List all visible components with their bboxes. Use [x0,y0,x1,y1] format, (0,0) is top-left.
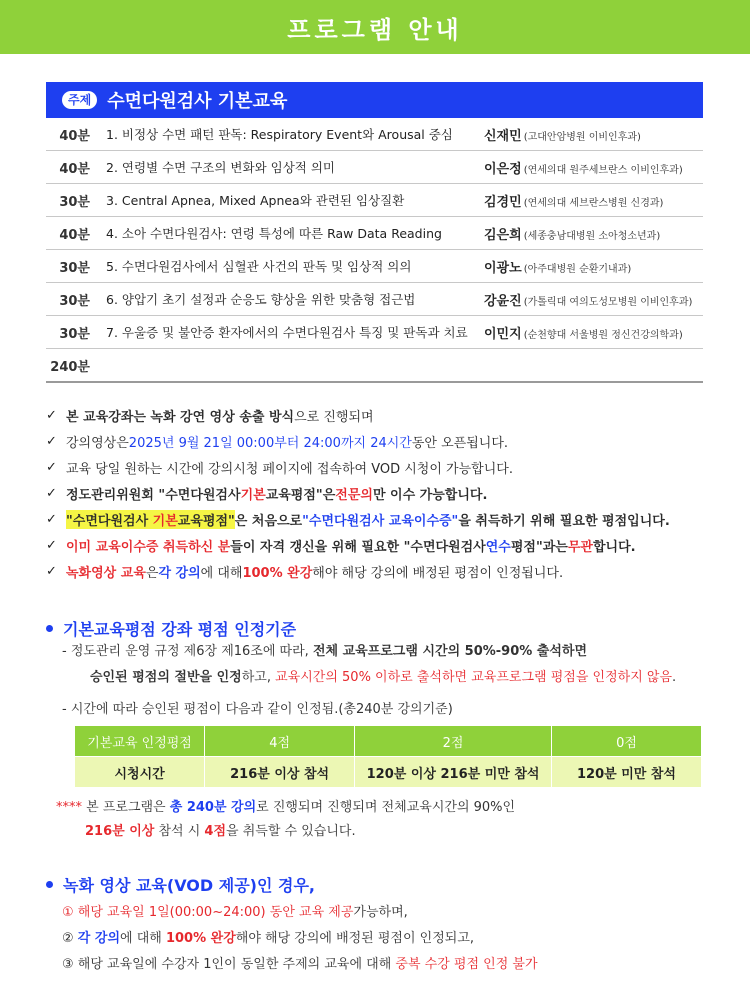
credit-header-cell: 0점 [551,726,701,757]
speaker-affiliation: (가톨릭대 여의도성모병원 이비인후과) [523,296,693,308]
speaker-affiliation: (아주대병원 순환기내과) [523,263,632,275]
credit-table-header [75,726,702,757]
credit-cell: 120분 미만 참석 [551,757,701,788]
check-icon: ✓ [46,537,57,553]
speaker-affiliation: (세종충남대병원 소아청소년과) [523,230,661,242]
banner-title: 프로그램 안내 [287,15,463,44]
credit-section-heading: 기본교육평점 강좌 평점 인정기준 [46,617,296,640]
check-icon: ✓ [46,511,57,527]
speaker-affiliation: (고대안암병원 이비인후과) [523,131,641,143]
topic-title: 수면다원검사 기본교육 [107,91,288,112]
credit-cell: 120분 이상 216분 미만 참석 [355,757,552,788]
schedule-row [46,250,703,283]
lecture-duration: 30분 [59,326,90,342]
check-icon: ✓ [46,407,57,423]
notice-item: ✓ 강의영상은 2025년 9월 21일 00:00부터 24:00까지 24시간 동안 오픈됩니다. [46,433,509,451]
speaker-name: 이광노 [484,260,522,276]
bullet-icon [46,625,53,632]
credit-rule-line: - 정도관리 운영 규정 제6장 제16조에 따라, 전체 교육프로그램 시간의 50%-90% 출석하면 [62,644,588,659]
notice-item: ✓ 이미 교육이수증 취득하신 분 들이 자격 갱신을 위해 필요한 "수면다원검사 연수 평점"과는 무관 합니다. [46,537,636,555]
schedule-table [46,118,703,383]
credit-cell: 216분 이상 참석 [205,757,355,788]
credit-cell: 시청시간 [75,757,205,788]
schedule-row [46,184,703,217]
lecture-title: 4. 소아 수면다원검사: 연령 특성에 따른 Raw Data Reading [106,226,442,241]
schedule-row [46,316,703,349]
notice-item: ✓ 정도관리위원회 "수면다원검사 기본 교육평점"은 전문의 만 이수 가능합니다. [46,485,488,503]
credit-table [74,725,702,788]
lecture-title: 2. 연령별 수면 구조의 변화와 임상적 의미 [106,160,335,175]
notice-list [46,402,726,584]
check-icon: ✓ [46,563,57,579]
credit-header-cell: 2점 [355,726,552,757]
lecture-duration: 30분 [59,194,90,210]
credit-rule-line: - 시간에 따라 승인된 평점이 다음과 같이 인정됨.(총240분 강의기준) [62,702,453,717]
check-icon: ✓ [46,485,57,501]
credit-header-cell: 4점 [205,726,355,757]
speaker-name: 강윤진 [484,293,522,309]
notice-item: ✓ 본 교육강좌는 녹화 강연 영상 송출 방식 으로 진행되며 [46,407,374,425]
speaker-affiliation: (연세의대 원주세브란스 이비인후과) [523,164,683,176]
credit-rule-line: 승인된 평점의 절반을 인정하고, 교육시간의 50% 이하로 출석하면 교육프로그램 평점을 인정하지 않음. [90,670,677,685]
lecture-duration: 40분 [59,161,90,177]
lecture-duration: 40분 [59,128,90,144]
program-banner [0,0,750,54]
schedule-row [46,283,703,316]
schedule-row [46,217,703,250]
vod-line: ① 해당 교육일 1일(00:00~24:00) 동안 교육 제공가능하며, [62,905,408,920]
check-icon: ✓ [46,433,57,449]
speaker-name: 김은희 [484,227,522,243]
vod-section-heading: 녹화 영상 교육(VOD 제공)인 경우, [46,873,315,896]
schedule-row [46,151,703,184]
lecture-duration: 40분 [59,227,90,243]
vod-line: ② 각 강의에 대해 100% 완강해야 해당 강의에 배정된 평점이 인정되고, [62,931,475,946]
credit-footnote: 216분 이상 참석 시 4점을 취득할 수 있습니다. [85,824,356,839]
notice-item: ✓ 녹화영상 교육 은 각 강의 에 대해 100% 완강 해야 해당 강의에 배정된 평점이 인정됩니다. [46,563,564,581]
speaker-name: 신재민 [484,128,522,144]
notice-item: ✓ "수면다원검사 기본교육평점" 은 처음으로 "수면다원검사 교육이수증" 을 취득하기 위해 필요한 평점입니다. [46,511,670,529]
schedule-total-row [46,349,703,383]
speaker-name: 김경민 [484,194,522,210]
vod-line: ③ 해당 교육일에 수강자 1인이 동일한 주제의 교육에 대해 중복 수강 평점 인정 불가 [62,957,538,972]
lecture-title: 3. Central Apnea, Mixed Apnea와 관련된 임상질환 [106,193,405,208]
lecture-title: 1. 비정상 수면 패턴 판독: Respiratory Event와 Arousal 중심 [106,127,453,142]
speaker-name: 이은정 [484,161,522,177]
speaker-affiliation: (연세의대 세브란스병원 신경과) [523,197,664,209]
check-icon: ✓ [46,459,57,475]
lecture-title: 7. 우울증 및 불안증 환자에서의 수면다원검사 특징 및 판독과 치료 [106,325,468,340]
credit-table-row [75,757,702,788]
topic-badge: 주제 [62,91,97,109]
credit-header-cell: 기본교육 인정평점 [75,726,205,757]
total-duration: 240분 [50,359,90,375]
lecture-title: 6. 양압기 초기 설정과 순응도 향상을 위한 맞춤형 접근법 [106,292,416,307]
lecture-duration: 30분 [59,260,90,276]
lecture-duration: 30분 [59,293,90,309]
schedule-row [46,118,703,151]
credit-footnote: **** 본 프로그램은 총 240분 강의로 진행되며 진행되며 전체교육시간의 90%인 [56,800,516,815]
speaker-name: 이민지 [484,326,522,342]
topic-bar [46,82,703,118]
bullet-icon [46,881,53,888]
lecture-title: 5. 수면다원검사에서 심혈관 사건의 판독 및 임상적 의의 [106,259,412,274]
speaker-affiliation: (순천향대 서울병원 정신건강의학과) [523,329,683,341]
notice-item: ✓ 교육 당일 원하는 시간에 강의시청 페이지에 접속하여 VOD 시청이 가능합니다. [46,459,513,477]
